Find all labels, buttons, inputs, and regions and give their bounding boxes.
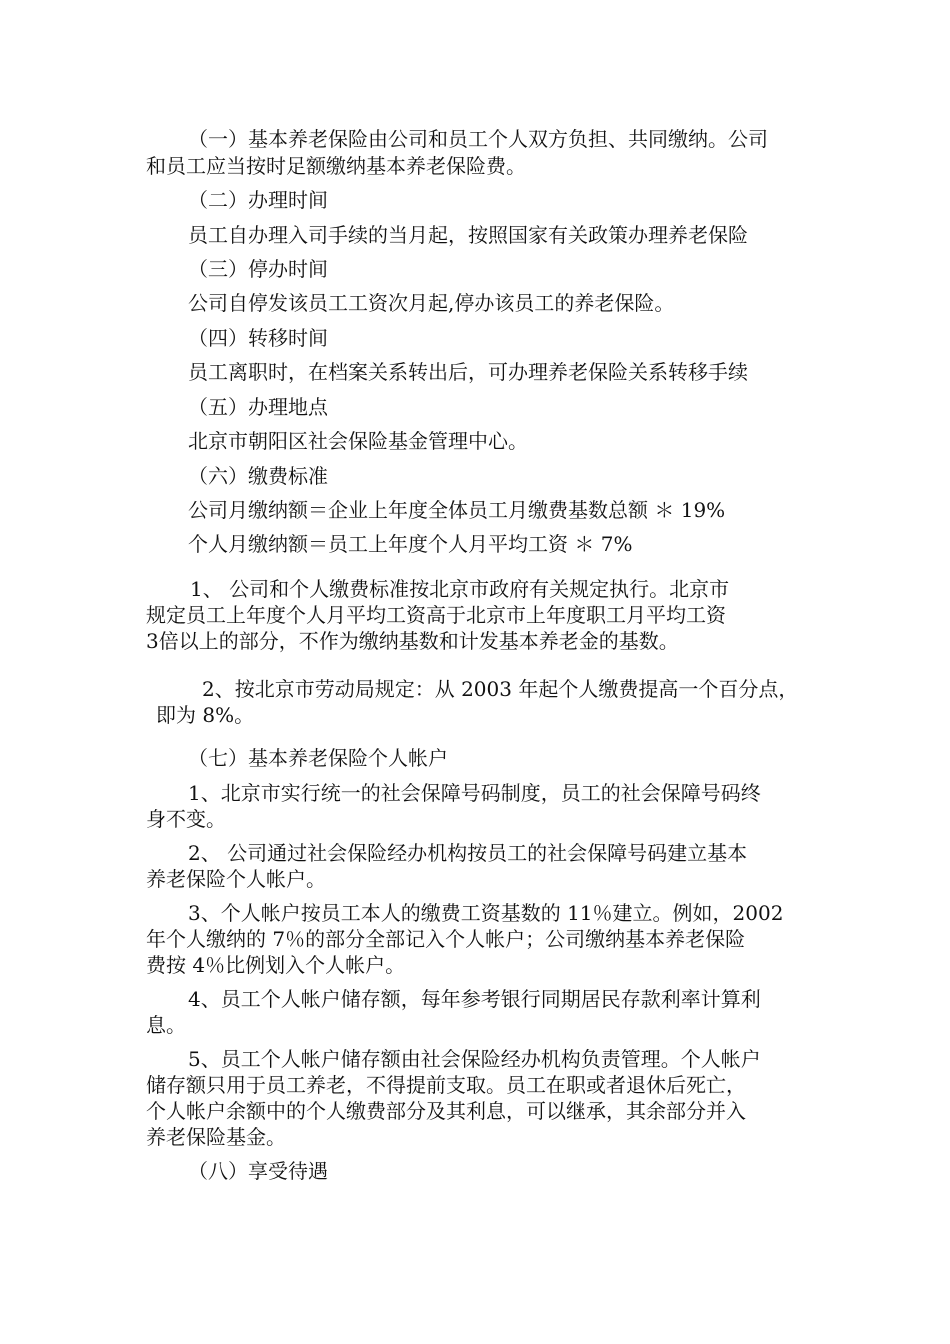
section2-body: 员工自办理入司手续的当月起，按照国家有关政策办理养老保险 xyxy=(188,223,748,247)
formula-personal: 个人月缴纳额＝员工上年度个人月平均工资 ＊ 7% xyxy=(188,532,633,556)
section7-item5-line1: 5、员工个人帐户储存额由社会保险经办机构负责管理。个人帐户 xyxy=(188,1047,761,1071)
section6-item1-line1: 1、 公司和个人缴费标准按北京市政府有关规定执行。北京市 xyxy=(190,577,730,601)
section6-heading: （六）缴费标准 xyxy=(188,464,328,488)
section7-item5-line3: 个人帐户余额中的个人缴费部分及其利息，可以继承，其余部分并入 xyxy=(146,1099,746,1123)
section1-heading-line1: （一）基本养老保险由公司和员工个人双方负担、共同缴纳。公司 xyxy=(188,127,768,151)
section1-heading-line2: 和员工应当按时足额缴纳基本养老保险费。 xyxy=(146,154,526,178)
section4-heading: （四）转移时间 xyxy=(188,326,328,350)
section7-item2-line2: 养老保险个人帐户。 xyxy=(146,867,326,891)
section5-heading: （五）办理地点 xyxy=(188,395,328,419)
section8-heading: （八）享受待遇 xyxy=(188,1159,328,1183)
section6-item1-line3: 3倍以上的部分，不作为缴纳基数和计发基本养老金的基数。 xyxy=(146,629,679,653)
section7-item1-line1: 1、北京市实行统一的社会保障号码制度，员工的社会保障号码终 xyxy=(188,781,761,805)
section7-item3-line3: 费按 4％比例划入个人帐户。 xyxy=(146,953,406,977)
section7-item1-line2: 身不变。 xyxy=(146,807,226,831)
section7-item3-line2: 年个人缴纳的 7％的部分全部记入个人帐户；公司缴纳基本养老保险 xyxy=(146,927,746,951)
section5-body: 北京市朝阳区社会保险基金管理中心。 xyxy=(188,429,528,453)
section2-heading: （二）办理时间 xyxy=(188,188,328,212)
section3-body: 公司自停发该员工工资次月起,停办该员工的养老保险。 xyxy=(188,291,675,315)
section4-body: 员工离职时，在档案关系转出后，可办理养老保险关系转移手续 xyxy=(188,360,748,384)
section6-item2-line1: 2、按北京市劳动局规定：从 2003 年起个人缴费提高一个百分点， xyxy=(202,677,799,701)
section7-item2-line1: 2、 公司通过社会保险经办机构按员工的社会保障号码建立基本 xyxy=(188,841,748,865)
section3-heading: （三）停办时间 xyxy=(188,257,328,281)
section6-item2-line2: 即为 8%。 xyxy=(156,703,255,727)
section7-item4-line1: 4、员工个人帐户储存额，每年参考银行同期居民存款利率计算利 xyxy=(188,987,761,1011)
section7-heading: （七）基本养老保险个人帐户 xyxy=(188,746,448,770)
section7-item5-line2: 储存额只用于员工养老，不得提前支取。员工在职或者退休后死亡， xyxy=(146,1073,746,1097)
section7-item5-line4: 养老保险基金。 xyxy=(146,1125,286,1149)
section6-item1-line2: 规定员工上年度个人月平均工资高于北京市上年度职工月平均工资 xyxy=(146,603,726,627)
formula-company: 公司月缴纳额＝企业上年度全体员工月缴费基数总额 ＊ 19% xyxy=(188,498,726,522)
section7-item4-line2: 息。 xyxy=(146,1013,186,1037)
section7-item3-line1: 3、个人帐户按员工本人的缴费工资基数的 11％建立。例如，2002 xyxy=(188,901,784,925)
